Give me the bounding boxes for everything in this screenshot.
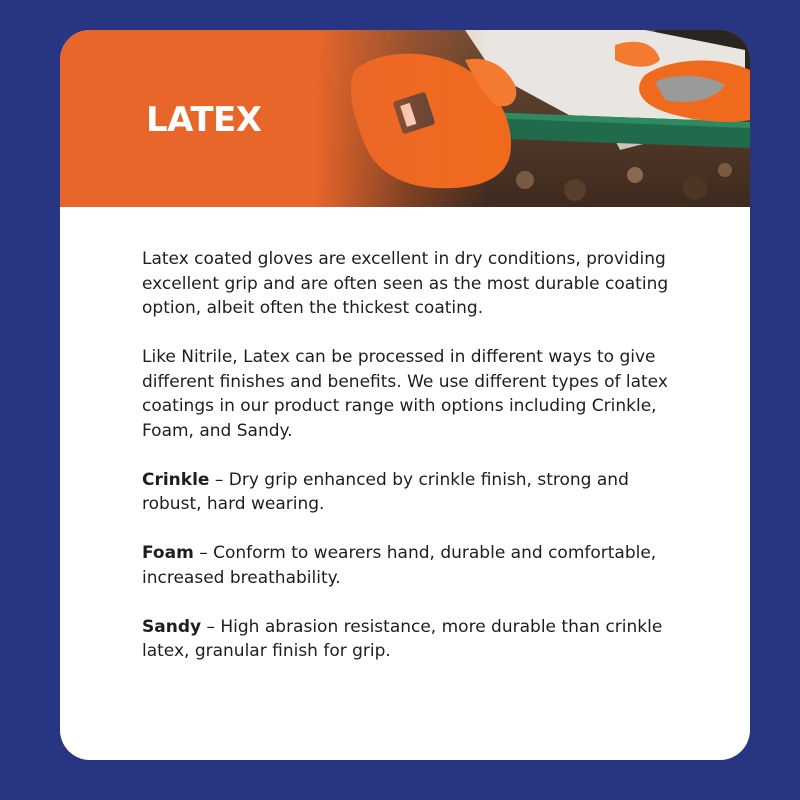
intro-paragraph: Latex coated gloves are excellent in dry conditions, providing excellent grip and are often seen as the most durable coating option, albeit often the thickest coating.	[142, 249, 669, 318]
finish-description: – High abrasion resistance, more durable than crinkle latex, granular finish for grip.	[142, 616, 663, 661]
finish-item-sandy	[142, 615, 682, 664]
page-title: LATEX	[146, 100, 262, 140]
card-body	[142, 247, 682, 688]
finish-item-crinkle	[142, 468, 682, 517]
finish-description: – Dry grip enhanced by crinkle finish, strong and robust, hard wearing.	[142, 469, 629, 514]
finish-item-foam	[142, 541, 682, 590]
card-header	[60, 30, 750, 207]
intro-paragraph: Like Nitrile, Latex can be processed in different ways to give different finishes and benefits. We use different types of latex coatings in our product range with options including Crinkle, Foam, and Sandy.	[142, 347, 668, 441]
finish-term: Crinkle	[142, 469, 210, 490]
info-card	[60, 30, 750, 760]
finish-term: Sandy	[142, 616, 202, 637]
header-photo	[315, 30, 750, 207]
finish-term: Foam	[142, 543, 194, 563]
finish-description: – Conform to wearers hand, durable and comfortable, increased breathability.	[142, 543, 657, 588]
